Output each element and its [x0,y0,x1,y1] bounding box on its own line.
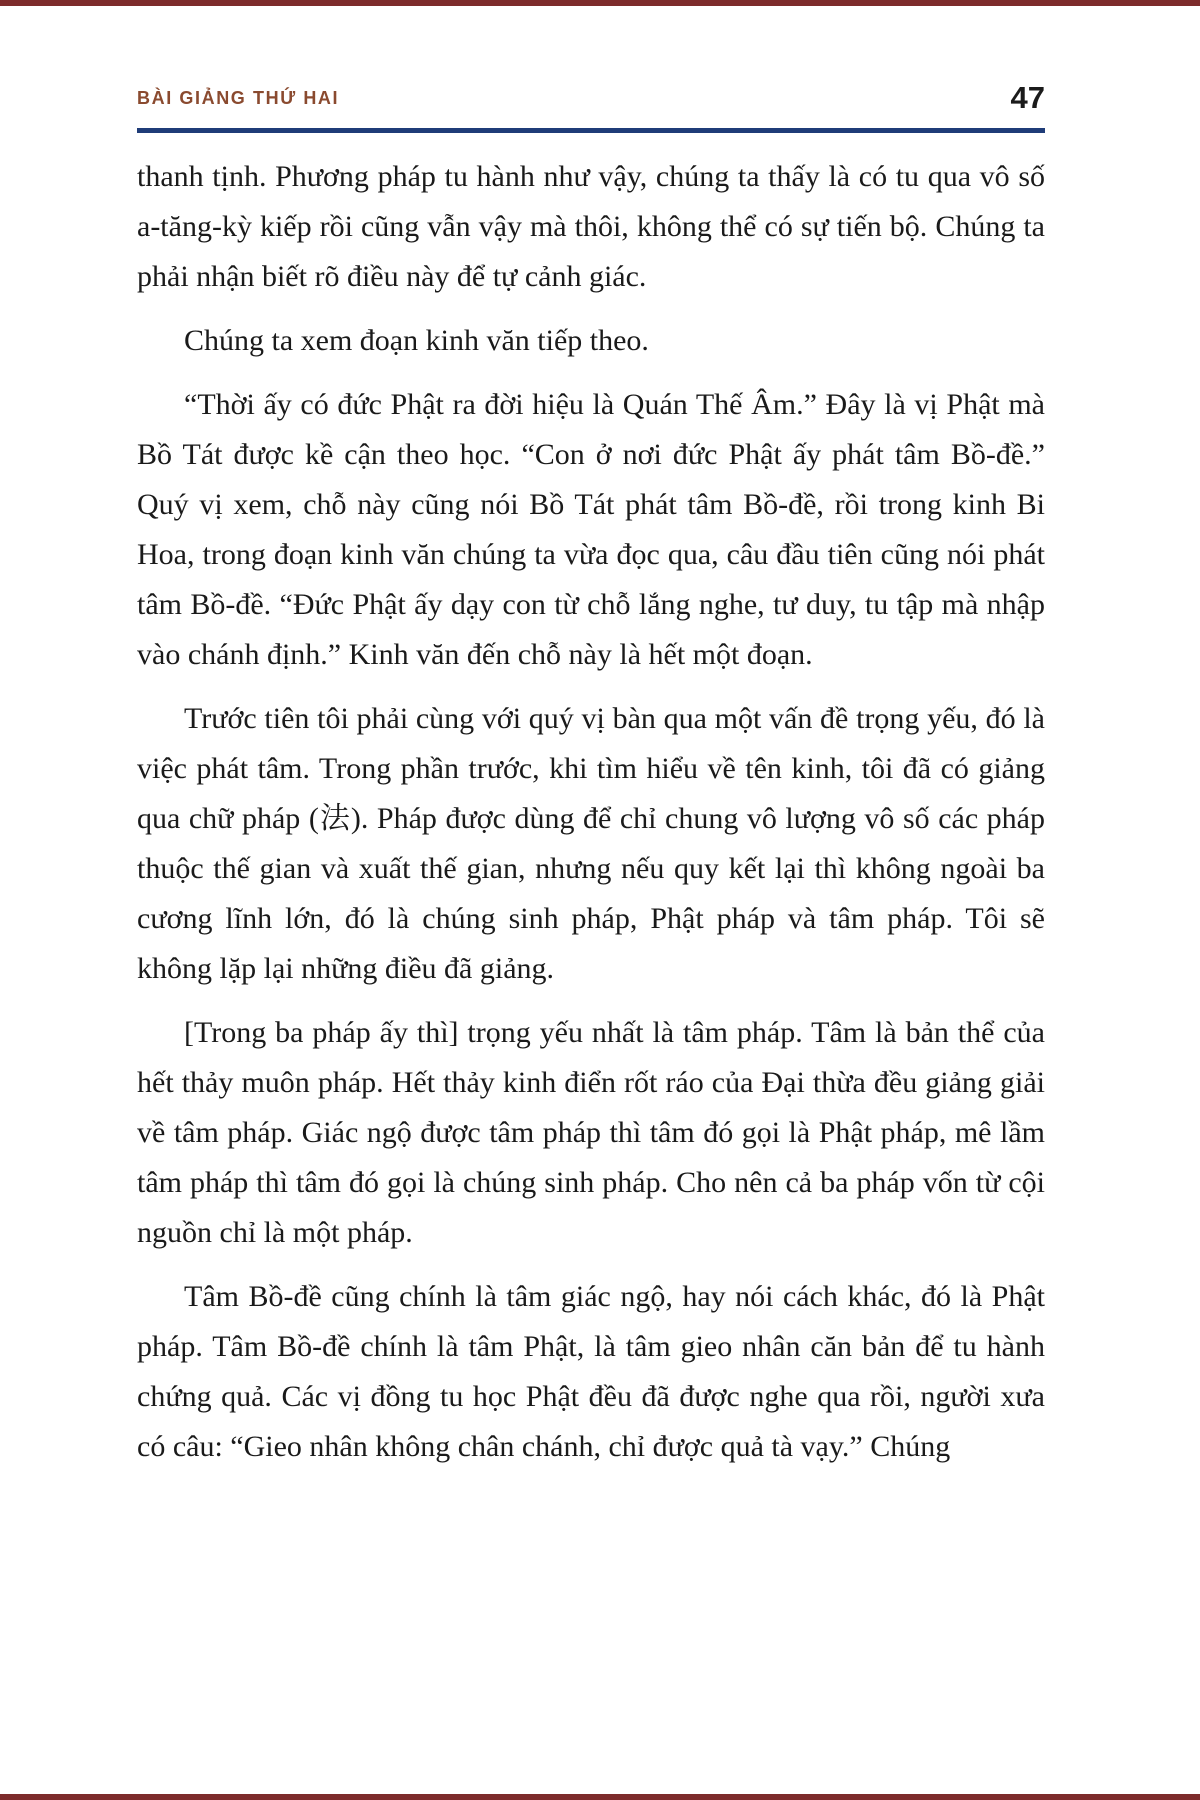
page-body [137,152,1045,1486]
body-paragraph: [Trong ba pháp ấy thì] trọng yếu nhất là tâm pháp. Tâm là bản thể của hết thảy muôn pháp. Hết thảy kinh điển rốt ráo của Đại thừa đều giảng giải về tâm pháp. Giác ngộ được tâm pháp thì tâm đó gọi là Phật pháp, mê lầm tâm pháp thì tâm đó gọi là chúng sinh pháp. Cho nên cả ba pháp vốn từ cội nguồn chỉ là một pháp. [137,1016,1045,1249]
body-paragraph: thanh tịnh. Phương pháp tu hành như vậy, chúng ta thấy là có tu qua vô số a-tăng-kỳ kiếp rồi cũng vẫn vậy mà thôi, không thể có sự tiến bộ. Chúng ta phải nhận biết rõ điều này để tự cảnh giác. [137,160,1045,293]
page-edge-bottom [0,1794,1200,1800]
running-header: BÀI GIẢNG THỨ HAI [137,88,340,108]
body-paragraph: Trước tiên tôi phải cùng với quý vị bàn qua một vấn đề trọng yếu, đó là việc phát tâm. Trong phần trước, khi tìm hiểu về tên kinh, tôi đã có giảng qua chữ pháp (法). Pháp được dùng để chỉ chung vô lượng vô số các pháp thuộc thế gian và xuất thế gian, nhưng nếu quy kết lại thì không ngoài ba cương lĩnh lớn, đó là chúng sinh pháp, Phật pháp và tâm pháp. Tôi sẽ không lặp lại những điều đã giảng. [137,702,1045,985]
header-rule [137,128,1045,133]
body-paragraph: Tâm Bồ-đề cũng chính là tâm giác ngộ, hay nói cách khác, đó là Phật pháp. Tâm Bồ-đề chính là tâm Phật, là tâm gieo nhân căn bản để tu hành chứng quả. Các vị đồng tu học Phật đều đã được nghe qua rồi, người xưa có câu: “Gieo nhân không chân chánh, chỉ được quả tà vạy.” Chúng [137,1280,1045,1463]
page-number: 47 [1010,80,1045,115]
page-edge-top [0,0,1200,6]
body-paragraph: Chúng ta xem đoạn kinh văn tiếp theo. [184,324,649,357]
body-paragraph: “Thời ấy có đức Phật ra đời hiệu là Quán Thế Âm.” Đây là vị Phật mà Bồ Tát được kề cận theo học. “Con ở nơi đức Phật ấy phát tâm Bồ-đề.” Quý vị xem, chỗ này cũng nói Bồ Tát phát tâm Bồ-đề, rồi trong kinh Bi Hoa, trong đoạn kinh văn chúng ta vừa đọc qua, câu đầu tiên cũng nói phát tâm Bồ-đề. “Đức Phật ấy dạy con từ chỗ lắng nghe, tư duy, tu tập mà nhập vào chánh định.” Kinh văn đến chỗ này là hết một đoạn. [137,388,1045,671]
